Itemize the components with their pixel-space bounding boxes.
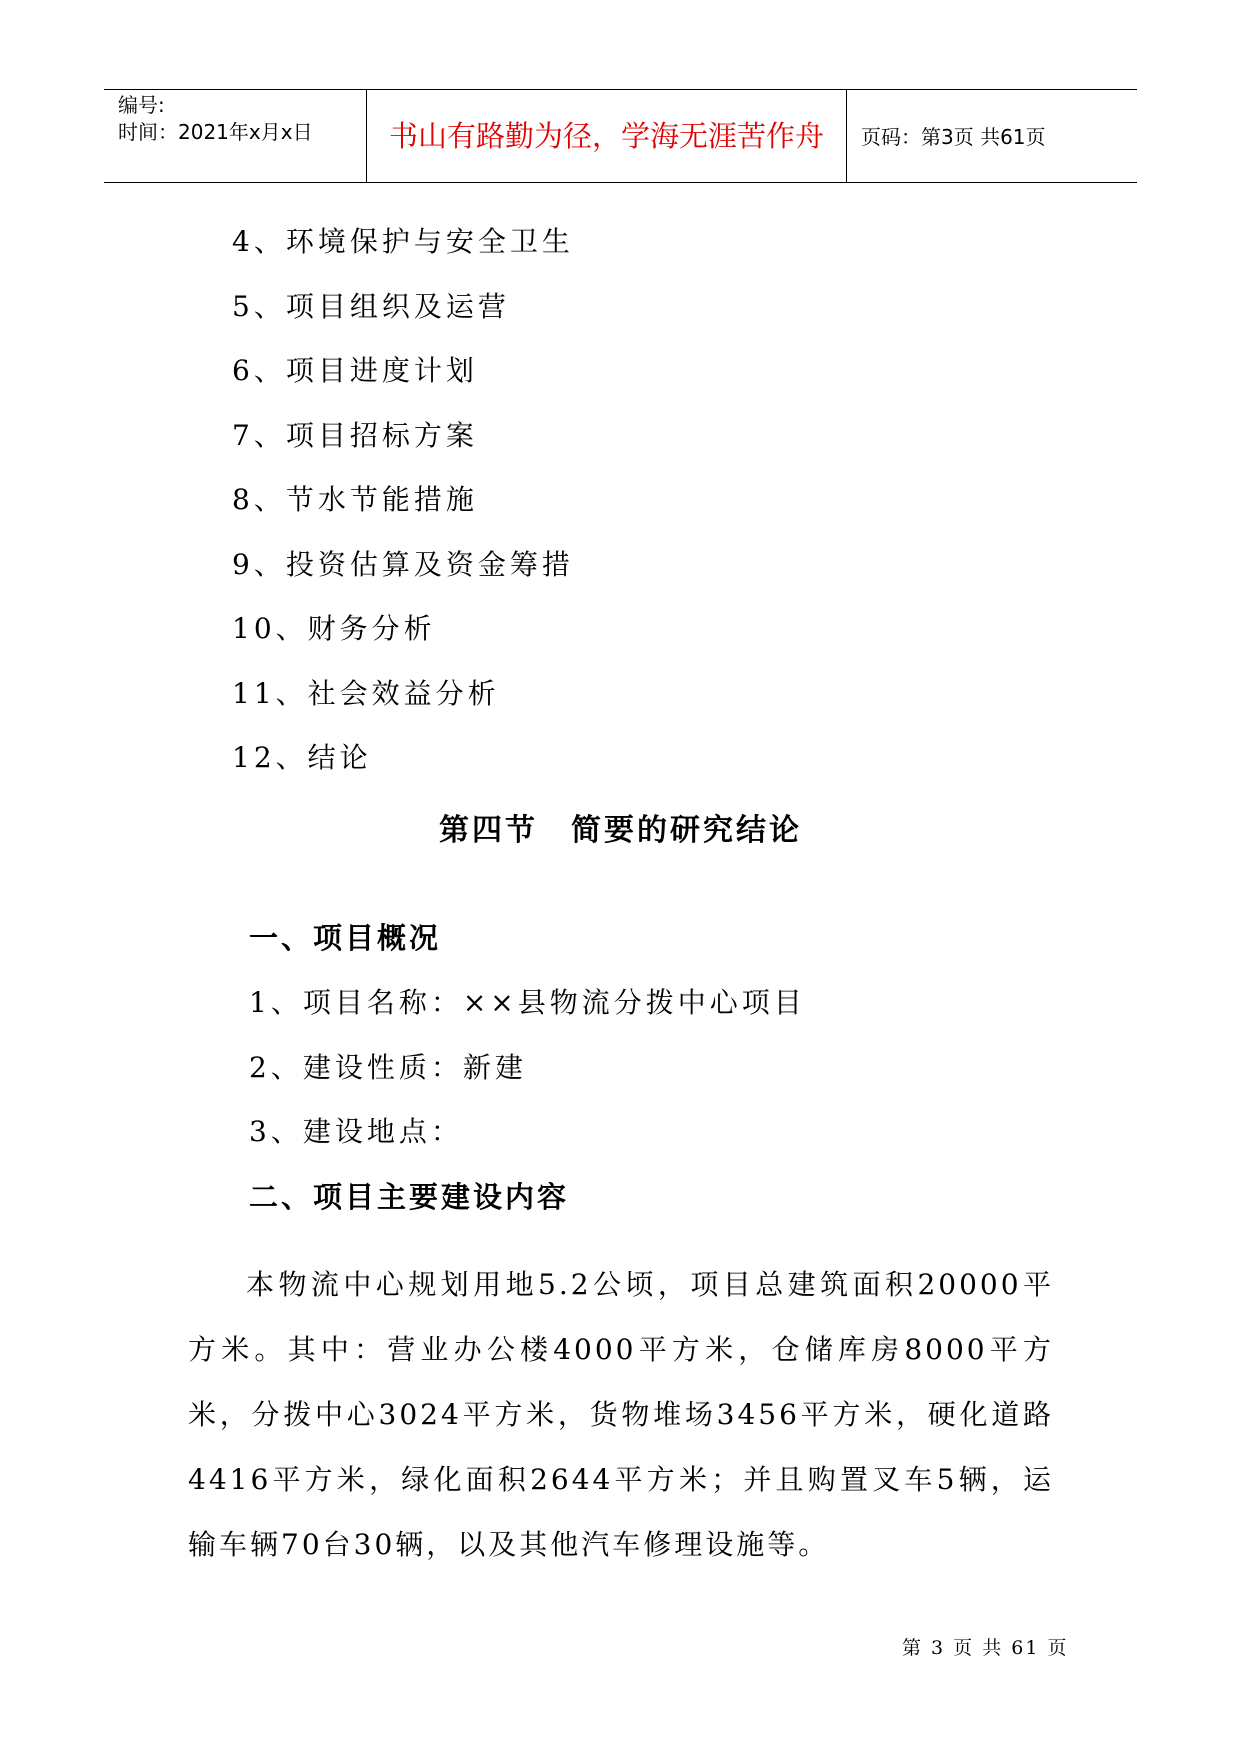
toc-item: 6、项目进度计划 — [232, 354, 478, 387]
toc-item: 12、结论 — [232, 741, 372, 774]
overview-heading: 一、项目概况 — [249, 921, 442, 955]
header-motto: 书山有路勤为径，学海无涯苦作舟 — [388, 119, 824, 153]
toc-item: 11、社会效益分析 — [232, 677, 500, 710]
header-meta-cell — [104, 90, 367, 182]
overview-item-nature: 2、建设性质：新建 — [249, 1051, 527, 1084]
toc-item: 9、投资估算及资金筹措 — [232, 548, 574, 581]
overview-item-location: 3、建设地点： — [249, 1115, 463, 1148]
toc-item: 8、节水节能措施 — [232, 483, 478, 516]
toc-item: 10、财务分析 — [232, 612, 436, 645]
section-title: 第四节 简要的研究结论 — [439, 813, 802, 848]
page-footer: 第 3 页 共 61 页 — [902, 1637, 1069, 1659]
header-page-cell — [847, 90, 1137, 182]
header-page-code: 页码：第3页 共61页 — [861, 125, 1046, 149]
toc-item: 4、环境保护与安全卫生 — [232, 225, 574, 258]
construction-paragraph: 本物流中心规划用地5.2公顷，项目总建筑面积20000平方米。其中：营业办公楼4000平方米，仓储库房8000平方米，分拨中心3024平方米，货物堆场3456平方米，硬化道路4416平方米，绿化面积2644平方米；并且购置叉车5辆，运输车辆70台30辆，以及其他汽车修理设施等。 — [188, 1268, 1054, 1561]
header-motto-cell — [367, 90, 847, 182]
page-header — [104, 89, 1137, 183]
construction-heading: 二、项目主要建设内容 — [249, 1180, 570, 1214]
document-number-label: 编号: — [118, 93, 165, 117]
toc-item: 7、项目招标方案 — [232, 419, 478, 452]
overview-item-name: 1、项目名称：××县物流分拨中心项目 — [249, 986, 806, 1019]
toc-item: 5、项目组织及运营 — [232, 290, 510, 323]
document-date-label: 时间：2021年x月x日 — [118, 120, 313, 144]
